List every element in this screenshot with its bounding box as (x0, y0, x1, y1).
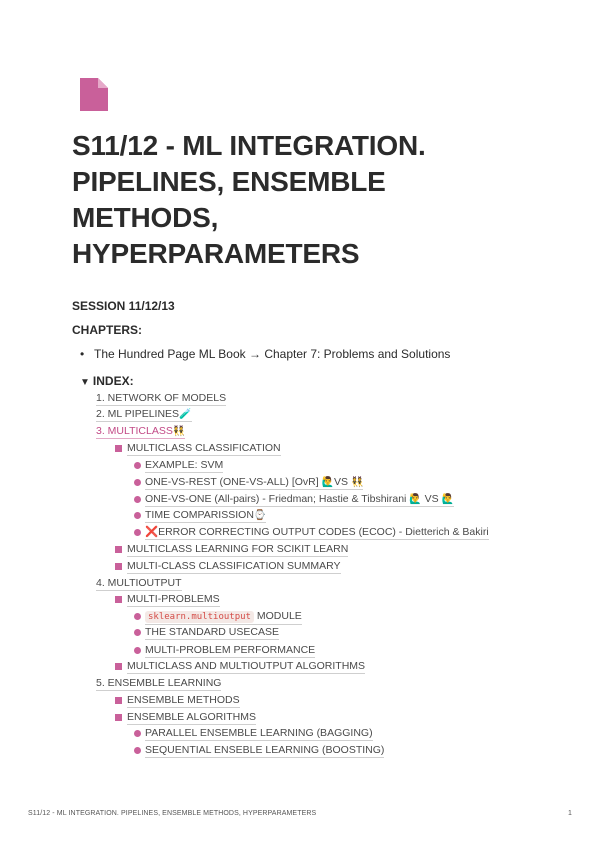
bullet-icon: • (80, 347, 85, 361)
inline-code: sklearn.multioutput (145, 611, 254, 623)
circle-bullet-icon (134, 462, 141, 469)
square-bullet-icon (115, 697, 122, 704)
circle-bullet-icon (134, 647, 141, 654)
index-link-multiclass-multioutput-algorithms[interactable]: MULTICLASS AND MULTIOUTPUT ALGORITHMS (127, 660, 366, 672)
index-link-multi-problem-performance[interactable]: MULTI-PROBLEM PERFORMANCE (145, 644, 316, 656)
people-icon: 👯 (172, 426, 186, 437)
circle-bullet-icon (134, 613, 141, 620)
chapter-item: The Hundred Page ML Book → Chapter 7: Problems and Solutions (94, 347, 451, 361)
index-link-network-of-models[interactable]: 1. NETWORK OF MODELS (96, 392, 227, 404)
circle-bullet-icon (134, 529, 141, 536)
index-link-multiclass[interactable]: 3. MULTICLASS👯 (96, 425, 186, 437)
document-icon (80, 78, 108, 111)
index-link-parallel-bagging[interactable]: PARALLEL ENSEMBLE LEARNING (BAGGING) (145, 727, 373, 739)
index-link-multiclass-learning-scikit[interactable]: MULTICLASS LEARNING FOR SCIKIT LEARN (127, 543, 349, 555)
toggle-down-icon[interactable]: ▼ (80, 377, 90, 388)
chapters-label: CHAPTERS: (72, 323, 143, 337)
index-toggle[interactable] (80, 374, 134, 388)
index-link-multioutput-module[interactable]: sklearn.multioutput MODULE (145, 610, 302, 625)
square-bullet-icon (115, 563, 122, 570)
person-icon: 🙋‍♂️ (409, 494, 422, 505)
index-link-ecoc[interactable]: ❌ERROR CORRECTING OUTPUT CODES (ECOC) - Dietterich & Bakiri (145, 526, 489, 538)
index-link-one-vs-rest[interactable]: ONE-VS-REST (ONE-VS-ALL) [OvR] 🙋‍♂️VS 👯 (145, 476, 364, 488)
square-bullet-icon (115, 663, 122, 670)
index-link-ensemble-methods[interactable]: ENSEMBLE METHODS (127, 694, 240, 706)
title-line: PIPELINES, ENSEMBLE (72, 166, 386, 197)
circle-bullet-icon (134, 512, 141, 519)
index-link-time-comparission[interactable]: TIME COMPARISSION⌚ (145, 509, 267, 521)
index-link-sequential-boosting[interactable]: SEQUENTIAL ENSEBLE LEARNING (BOOSTING) (145, 744, 385, 756)
index-link-multi-problems[interactable]: MULTI-PROBLEMS (127, 593, 220, 605)
circle-bullet-icon (134, 629, 141, 636)
index-link-one-vs-one[interactable]: ONE-VS-ONE (All-pairs) - Friedman; Hastie & Tibshirani 🙋‍♂️ VS 🙋‍♂️ (145, 493, 455, 505)
title-line: S11/12 - ML INTEGRATION. (72, 130, 426, 161)
circle-bullet-icon (134, 496, 141, 503)
person-icon: 🙋‍♂️ (441, 494, 455, 505)
page-number: 1 (568, 810, 572, 817)
session-property: SESSION 11/12/13 (72, 299, 175, 313)
watch-icon: ⌚ (253, 510, 267, 521)
square-bullet-icon (115, 445, 122, 452)
circle-bullet-icon (134, 479, 141, 486)
index-link-standard-usecase[interactable]: THE STANDARD USECASE (145, 626, 279, 638)
index-link-ml-pipelines[interactable]: 2. ML PIPELINES🧪 (96, 408, 192, 420)
circle-bullet-icon (134, 747, 141, 754)
circle-bullet-icon (134, 730, 141, 737)
square-bullet-icon (115, 546, 122, 553)
person-icon: 🙋‍♂️ (321, 477, 335, 488)
index-link-multioutput[interactable]: 4. MULTIOUTPUT (96, 577, 182, 589)
index-link-multiclass-classification[interactable]: MULTICLASS CLASSIFICATION (127, 442, 281, 454)
footer-title: S11/12 - ML INTEGRATION. PIPELINES, ENSEMBLE METHODS, HYPERPARAMETERS (28, 810, 317, 817)
index-link-example-svm[interactable]: EXAMPLE: SVM (145, 459, 224, 471)
index-label: INDEX: (92, 374, 134, 388)
chapters-list (80, 347, 450, 361)
people-icon: 👯 (350, 477, 364, 488)
cross-mark-icon: ❌ (145, 526, 159, 538)
index-link-ensemble-learning[interactable]: 5. ENSEMBLE LEARNING (96, 677, 222, 689)
square-bullet-icon (115, 714, 122, 721)
title-line: HYPERPARAMETERS (72, 238, 360, 269)
test-tube-icon: 🧪 (179, 409, 192, 420)
page-title (72, 128, 542, 272)
title-line: METHODS, (72, 202, 219, 233)
index-link-multiclass-summary[interactable]: MULTI-CLASS CLASSIFICATION SUMMARY (127, 560, 341, 572)
square-bullet-icon (115, 596, 122, 603)
index-link-ensemble-algorithms[interactable]: ENSEMBLE ALGORITHMS (127, 711, 256, 723)
